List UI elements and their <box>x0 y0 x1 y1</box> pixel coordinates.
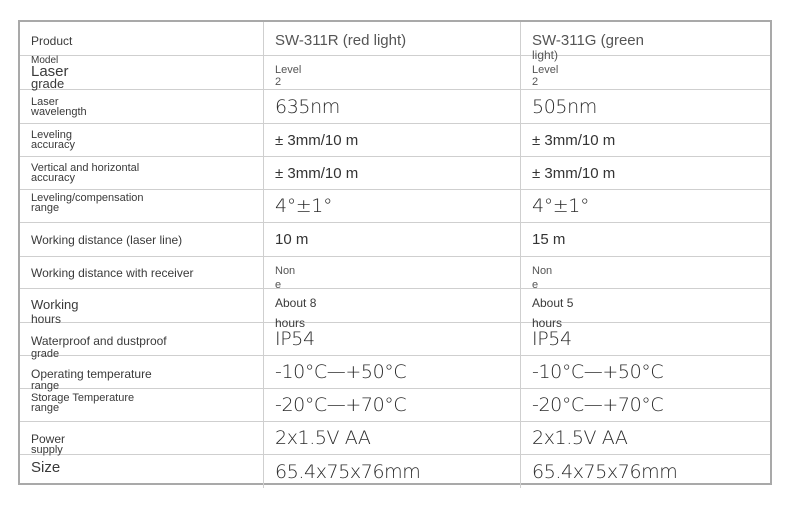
row-value-a-laser-grade <box>264 56 521 90</box>
spec-table <box>18 20 772 485</box>
value-b: IP54 <box>532 328 572 350</box>
label-line1: Laser <box>31 95 59 108</box>
row-label-vh-accuracy <box>20 157 264 190</box>
label-line1: Working <box>31 297 79 312</box>
row-label-laser-wavelength <box>20 90 264 124</box>
row-label-waterproof-grade <box>20 323 264 360</box>
label-line3: grade <box>31 76 65 91</box>
value-a: 635nm <box>275 95 340 118</box>
label-text: Working distance with receiver <box>31 265 194 280</box>
row-label-size <box>20 455 264 488</box>
row-value-a-leveling-accuracy <box>264 124 521 157</box>
row-value-b-laser-wavelength <box>521 90 770 124</box>
label-line2: accuracy <box>31 172 76 184</box>
row-value-b-waterproof-grade <box>521 323 770 356</box>
value-b-line1: Level <box>532 64 559 76</box>
row-value-a-operating-temp <box>264 356 521 389</box>
value-b: 505nm <box>532 95 597 118</box>
row-value-a-waterproof-grade <box>264 323 521 356</box>
row-label-power-supply <box>20 422 264 455</box>
label-line2: range <box>31 202 60 214</box>
row-value-b-laser-grade <box>521 56 770 90</box>
row-label-compensation-range <box>20 190 264 223</box>
row-value-a-working-hours <box>264 289 521 330</box>
row-value-a-laser-wavelength <box>264 90 521 124</box>
label-line2: range <box>31 380 60 392</box>
row-value-a-working-distance <box>264 223 521 257</box>
row-value-a-power-supply <box>264 422 521 455</box>
label-line2: supply <box>31 444 63 456</box>
value-a: IP54 <box>275 328 315 350</box>
row-value-a-vh-accuracy <box>264 157 521 190</box>
value-a-line2: hours <box>275 316 306 330</box>
header-model-b <box>521 22 770 62</box>
model-b-line2: light) <box>532 48 559 62</box>
row-label-leveling-accuracy <box>20 124 264 157</box>
value-b-line1: About 5 <box>532 296 574 310</box>
value-b: 15 m <box>532 231 566 248</box>
row-value-b-leveling-accuracy <box>521 124 770 157</box>
label-line1: Waterproof and dustproof <box>31 334 167 348</box>
row-value-b-storage-temp <box>521 389 770 422</box>
row-value-b-receiver-distance <box>521 257 770 289</box>
row-label-working-distance <box>20 223 264 257</box>
row-value-b-compensation-range <box>521 190 770 223</box>
header-model-a <box>264 22 521 56</box>
row-value-a-storage-temp <box>264 389 521 422</box>
row-label-receiver-distance <box>20 257 264 289</box>
label-line1: Vertical and horizontal <box>31 162 140 174</box>
value-a: 4°±1° <box>275 195 333 217</box>
value-b: 2x1.5V AA <box>532 427 628 449</box>
value-a: -20°C—+70°C <box>275 394 407 416</box>
product-label-text: Product <box>31 34 73 48</box>
value-a-line2: e <box>275 279 282 291</box>
row-value-a-compensation-range <box>264 190 521 223</box>
value-b: 65.4x75x76mm <box>532 460 678 483</box>
model-a-text: SW-311R (red light) <box>275 32 407 49</box>
label-line2: accuracy <box>31 139 76 151</box>
label-line2: hours <box>31 312 62 326</box>
value-b: -20°C—+70°C <box>532 394 664 416</box>
row-value-a-size <box>264 455 521 488</box>
label-line1: Power <box>31 432 66 446</box>
value-a: 10 m <box>275 231 309 248</box>
row-value-b-vh-accuracy <box>521 157 770 190</box>
label-text: Size <box>31 459 61 476</box>
value-b-line2: e <box>532 279 539 291</box>
label-line2: Laser <box>31 63 69 80</box>
value-a: ± 3mm/10 m <box>275 131 359 149</box>
header-product-label <box>20 22 264 56</box>
label-line2: grade <box>31 348 60 360</box>
value-b: 4°±1° <box>532 195 590 217</box>
value-a-line1: Level <box>275 64 302 76</box>
label-line2: wavelength <box>31 105 87 118</box>
value-b-line2: 2 <box>532 76 539 88</box>
value-b-line1: Non <box>532 265 553 277</box>
row-label-operating-temp <box>20 356 264 392</box>
value-a-line1: Non <box>275 265 296 277</box>
value-a-line1: About 8 <box>275 296 317 310</box>
value-a-line2: 2 <box>275 76 282 88</box>
row-value-a-receiver-distance <box>264 257 521 289</box>
value-a: -10°C—+50°C <box>275 361 407 383</box>
row-value-b-working-hours <box>521 289 770 330</box>
row-value-b-power-supply <box>521 422 770 455</box>
row-value-b-size <box>521 455 770 488</box>
row-value-b-working-distance <box>521 223 770 257</box>
row-label-working-hours <box>20 289 264 326</box>
label-line2: range <box>31 402 60 414</box>
value-a: 65.4x75x76mm <box>275 460 421 483</box>
value-a: 2x1.5V AA <box>275 427 371 449</box>
row-label-storage-temp <box>20 389 264 422</box>
row-label-laser-grade <box>20 56 264 90</box>
label-text: Working distance (laser line) <box>31 232 183 247</box>
value-b: ± 3mm/10 m <box>532 131 616 149</box>
row-value-b-operating-temp <box>521 356 770 389</box>
label-line1: Operating temperature <box>31 367 152 381</box>
label-line1: Leveling <box>31 129 72 141</box>
label-line1: Storage Temperature <box>31 392 135 404</box>
value-a: ± 3mm/10 m <box>275 164 359 182</box>
model-b-line1: SW-311G (green <box>532 32 644 49</box>
value-b-line2: hours <box>532 316 563 330</box>
label-line1: Leveling/compensation <box>31 192 144 204</box>
value-b: ± 3mm/10 m <box>532 164 616 182</box>
value-b: -10°C—+50°C <box>532 361 664 383</box>
label-line1: Model <box>31 55 59 66</box>
